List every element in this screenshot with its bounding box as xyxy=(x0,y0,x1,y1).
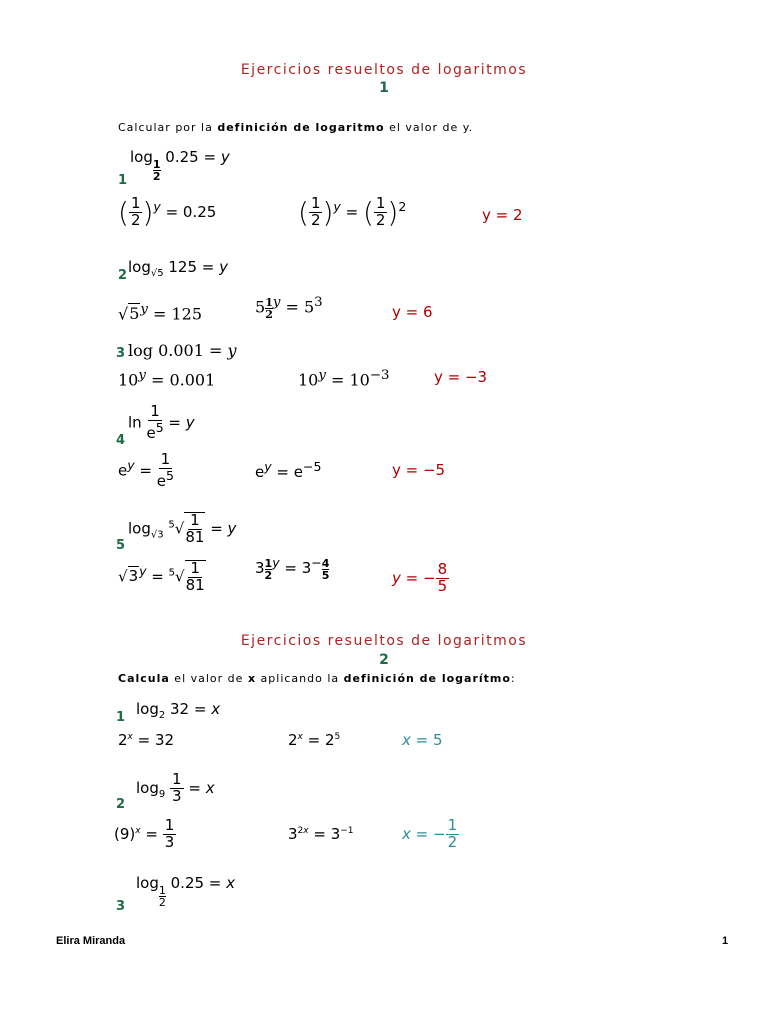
step-3b: $10^y = 10^{-3}$ xyxy=(298,368,390,390)
item-number: 4 xyxy=(116,433,126,448)
result-5: y = − $\frac{8}{5}$ xyxy=(392,560,448,595)
equation-3: log 0.001 = y xyxy=(128,341,237,360)
step-4b: $e^y = e^{-5}$ xyxy=(255,459,322,481)
s2-result-1: x = 5 xyxy=(402,731,443,749)
section1-title: Ejercicios resueltos de logaritmos xyxy=(240,62,528,78)
item-number: 2 xyxy=(118,268,128,283)
equation-1: log $\frac{1}{2}$ 0.25 = y xyxy=(130,148,230,183)
section1-intro: Calcular por la definición de logaritmo el valor de y. xyxy=(118,121,474,134)
section2-number: 2 xyxy=(379,652,389,668)
equation-2: $\log_{√5} 125 = y$ xyxy=(128,258,229,279)
item-number: 2 xyxy=(116,797,126,812)
step-2a: $√5^y = 125$ xyxy=(118,302,203,324)
step-5b: 3 $^{\frac{1}{2} y} = 3^{- \frac{4}{5}}$ xyxy=(255,555,330,582)
step-1b: ( $\frac{1}{2}$ )$^y$ = ( $\frac{1}{2}$ )$^2$ xyxy=(298,194,407,229)
item-number: 1 xyxy=(116,710,126,725)
step-4a: $e^y$ = $\frac{1}{e^5}$ xyxy=(118,450,174,490)
s2-step-1b: $2^x = 2^5$ xyxy=(288,731,341,749)
step-5a: $√3^y = ^5√$ $\frac{1}{81}$ xyxy=(118,559,205,594)
s2-equation-2: $\log_9$ $\frac{1}{3}$ = x xyxy=(136,770,215,805)
item-number: 5 xyxy=(116,538,126,553)
s2-step-2b: $3^{2x} = 3^{-1}$ xyxy=(288,825,354,843)
section1-number: 1 xyxy=(379,80,389,96)
section2-intro: Calcula el valor de x aplicando la definición de logarítmo: xyxy=(118,672,516,685)
s2-step-2a: $(9)^x$ = $\frac{1}{3}$ xyxy=(114,816,175,851)
s2-equation-1: $\log_2 32 = x$ xyxy=(136,700,221,721)
result-3: y = −3 xyxy=(434,368,488,386)
step-2b: 5 $^{\frac{1}{2} y} = 5^3$ xyxy=(255,295,323,321)
step-3a: $10^y = 0.001$ xyxy=(118,368,216,390)
s2-step-1a: $2^x = 32$ xyxy=(118,731,175,749)
result-1: y = 2 xyxy=(482,206,523,224)
step-1a: ( $\frac{1}{2}$ )$^y$ = 0.25 xyxy=(118,194,217,229)
footer-page-number: 1 xyxy=(722,935,729,947)
result-4: y = −5 xyxy=(392,461,446,479)
result-2: y = 6 xyxy=(392,303,433,321)
item-number: 3 xyxy=(116,899,126,914)
equation-4: ln $\frac{1}{e^5}$ = y xyxy=(128,402,195,442)
footer-author: Elira Miranda xyxy=(56,935,126,947)
s2-result-2: x = − $\frac{1}{2}$ xyxy=(402,816,458,851)
s2-equation-3: log $\frac{1}{2}$ 0.25 = x xyxy=(136,874,236,909)
equation-5: $\log_{√3} ^5√$ $\frac{1}{81}$ = y xyxy=(128,511,237,546)
section2-title: Ejercicios resueltos de logaritmos xyxy=(240,633,528,649)
item-number: 3 xyxy=(116,346,126,361)
item-number: 1 xyxy=(118,173,128,188)
